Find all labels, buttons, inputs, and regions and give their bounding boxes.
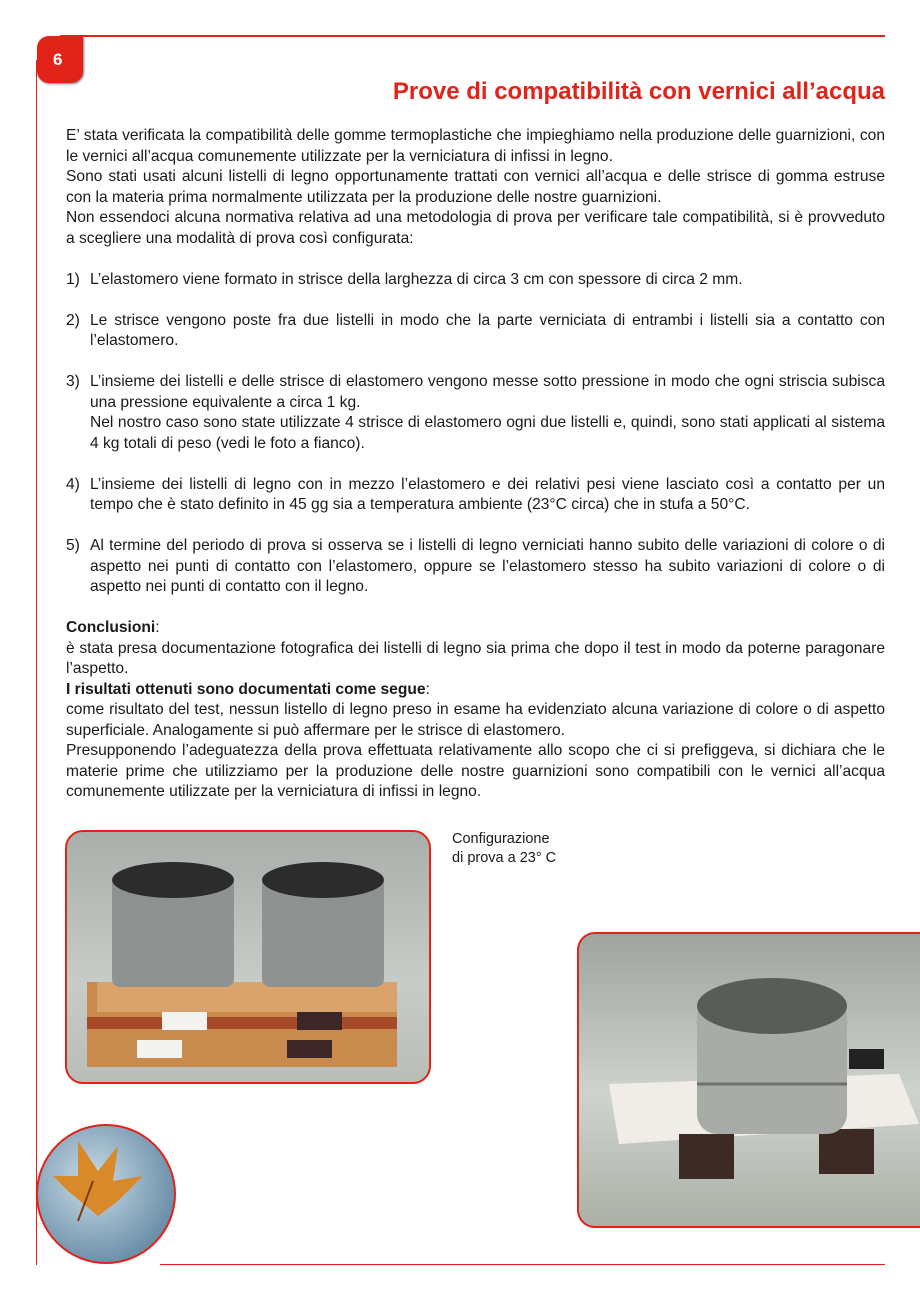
step-number: 1) xyxy=(66,270,80,288)
bottom-rule xyxy=(160,1264,885,1265)
list-item xyxy=(66,372,885,454)
step-text: Al termine del periodo di prova si osserva se i listelli di legno verniciati hanno subito delle variazioni di colore o di aspetto nei punti di contatto con l’elastomero, oppure se l’elastomero stesso ha subito variazioni di colore o di aspetto nei punti di contatto con il legno. xyxy=(90,537,885,595)
procedure-list xyxy=(66,270,885,598)
list-item xyxy=(66,475,885,516)
top-rule xyxy=(60,35,885,37)
step-text: L’elastomero viene formato in strisce della larghezza di circa 3 cm con spessore di circa 2 mm. xyxy=(90,270,743,288)
declaration-text: Presupponendo l’adeguatezza della prova effettuata relativamente allo scopo che ci si prefiggeva, si dichiara che le materie prime che utilizziamo per la produzione delle nostre guarnizioni sono compatibili con le vernici all’acqua comunemente utilizzate per la verniciatura di infissi in legno. xyxy=(66,742,885,800)
list-item xyxy=(66,270,885,291)
conclusions-text: è stata presa documentazione fotografica dei listelli di legno sia prima che dopo il test in modo da poterne paragonare l’aspetto. xyxy=(66,639,885,677)
results-text: come risultato del test, nessun listello di legno preso in esame ha evidenziato alcuna variazione di colore o di aspetto superficiale. Analogamente si può affermare per le strisce di elastomero. xyxy=(66,701,885,739)
body-text: E’ stata verificata la compatibilità delle gomme termoplastiche che impieghiamo nella produzione delle guarnizioni, con le vernici all’acqua comunemente utilizzate per la verniciatura di infissi in legno. Sono stati usati alcuni listelli di legno opportunamente trattati con vernici all’acqua e delle strisce di gomma estruse con la materia prima normalmente utilizzata per la produzione delle nostre guarnizioni. Non essendoci alcuna normativa relativa ad una metodologia di prova per verificare tale compatibilità, si è provveduto a scegliere una modalità di prova così configurata: 1) L’elastomero viene formato in strisce della larghezza di circa 3 cm con spessore di circa 2 mm. 2) Le strisce vengono poste fra due listelli in modo che la parte verniciata di entrambi i listelli sia a contatto con l’elastomero. 3) L’insieme dei listelli e delle strisce di elastomero vengono messe sotto pressione in modo che ogni striscia subisca una pressione equivalente a circa 1 kg. Nel nostro caso sono state utilizzate 4 strisce di elastomero ogni due listelli e, quindi, sono stati applicati al sistema 4 kg totali di peso (vedi le foto a fianco). 4) L’insieme dei listelli di legno con in mezzo l’elastomero e dei relativi pesi viene lasciato così a contatto per un tempo che è stato definito in 45 gg sia a temperatura ambiente (23°C circa) che in stufa a 50°C. 5) Al termine del periodo di prova si osserva se i listelli di legno verniciati hanno subito delle variazioni di colore o di aspetto nei punti di contatto con l’elastomero, oppure se l’elastomero stesso ha subito variazioni di colore o di aspetto nei punti di contatto con il legno. Conclusioni: è stata presa documentazione fotografica dei listelli di legno sia prima che dopo il test in modo da poterne paragonare l’aspetto. I risultati ottenuti sono documentati come segue: come risultato del test, nessun listello di legno preso in esame ha evidenziato alcuna variazione di colore o di aspetto superficiale. Analogamente si può affermare per le strisce di elastomero. Presupponendo l’adeguatezza della prova effettuata relativamente allo scopo che ci si prefiggeva, si dichiara che le materie prime che utilizziamo per la produzione delle nostre guarnizioni sono compatibili con le vernici all’acqua comunemente utilizzate per la verniciatura di infissi in legno. xyxy=(66,126,885,803)
step-text: Le strisce vengono poste fra due listelli in modo che la parte verniciata di entrambi i listelli sia a contatto con l’elastomero. xyxy=(90,311,885,349)
step-number: 2) xyxy=(66,311,80,329)
left-rule xyxy=(36,60,37,1265)
test-photo-weight xyxy=(577,932,920,1228)
step-number: 3) xyxy=(66,373,80,390)
step-text: Nel nostro caso sono state utilizzate 4 strisce di elastomero ogni due listelli e, quindi, sono stati applicati al sistema 4 kg totali di peso (vedi le foto a fianco). xyxy=(90,414,885,452)
step-number: 4) xyxy=(66,475,80,493)
photo-caption xyxy=(452,830,556,868)
list-item xyxy=(66,536,885,598)
page-title: Prove di compatibilità con vernici all’acqua xyxy=(392,78,885,105)
intro-paragraph: Sono stati usati alcuni listelli di legno opportunamente trattati con vernici all’acqua e delle strisce di gomma estruse con la materia prima normalmente utilizzata per la produzione delle nostre guarnizioni. xyxy=(66,168,885,206)
intro-paragraph: Non essendoci alcuna normativa relativa ad una metodologia di prova per verificare tale compatibilità, si è provveduto a scegliere una modalità di prova così configurata: xyxy=(66,209,885,247)
page-number-badge: 6 xyxy=(37,36,83,83)
list-item xyxy=(66,311,885,352)
results-heading: I risultati ottenuti sono documentati come segue xyxy=(66,680,426,698)
step-number: 5) xyxy=(66,537,80,554)
caption-line: Configurazione xyxy=(452,831,550,847)
caption-line: di prova a 23° C xyxy=(452,850,557,866)
test-photo-wood-strips xyxy=(65,830,431,1084)
intro-paragraph: E’ stata verificata la compatibilità delle gomme termoplastiche che impieghiamo nella produzione delle guarnizioni, con le vernici all’acqua comunemente utilizzate per la verniciatura di infissi in legno. xyxy=(66,127,885,165)
conclusions-heading: Conclusioni xyxy=(66,619,156,636)
autumn-leaf-image xyxy=(36,1124,176,1264)
step-text: L’insieme dei listelli di legno con in mezzo l’elastomero e dei relativi pesi viene lasciato così a contatto per un tempo che è stato definito in 45 gg sia a temperatura ambiente (23°C circa) che in stufa a 50°C. xyxy=(90,475,885,513)
step-text: L’insieme dei listelli e delle strisce di elastomero vengono messe sotto pressione in modo che ogni striscia subisca una pressione equivalente a circa 1 kg. xyxy=(90,373,885,411)
